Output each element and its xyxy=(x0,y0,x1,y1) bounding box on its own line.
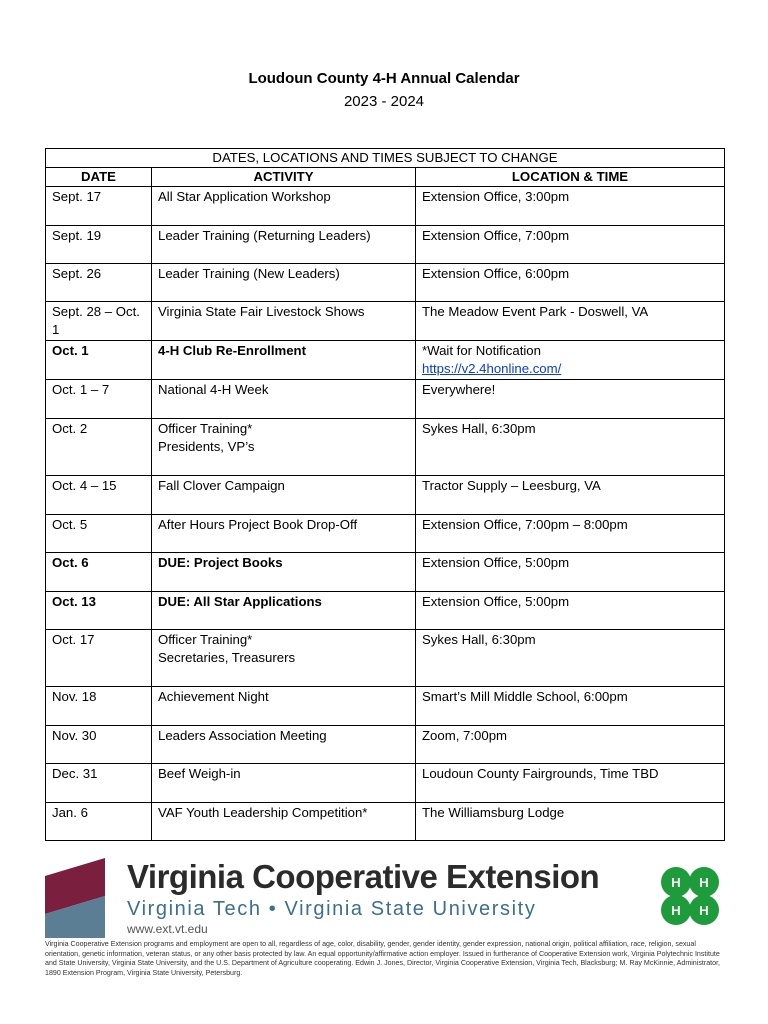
row-location: Sykes Hall, 6:30pm xyxy=(416,630,725,687)
row-location: Extension Office, 6:00pm xyxy=(416,264,725,302)
row-activity-detail: Secretaries, Treasurers xyxy=(158,650,296,665)
table-row xyxy=(46,764,725,803)
header-activity: ACTIVITY xyxy=(152,168,416,187)
row-activity: Fall Clover Campaign xyxy=(152,476,416,515)
table-row xyxy=(46,264,725,302)
row-activity: Achievement Night xyxy=(152,687,416,726)
disclaimer-text: Virginia Cooperative Extension programs and employment are open to all, regardless of age, color, disability, gender, gender identity, gender expression, national origin, political affiliation, race, religion, sexual orientation, genetic information, veteran status, or any other basis protected by law. An equal opportunity/affirmative action employer. Issued in furtherance of Cooperative Extension work, Virginia Polytechnic Institute and State University, Virginia State University, and the U.S. Department of Agriculture cooperating. Edwin J. Jones, Director, Virginia Cooperative Extension, Virginia Tech, Blacksburg; M. Ray McKinnie, Administrator, 1890 Extension Program, Virginia State University, Petersburg. xyxy=(45,940,721,977)
table-row xyxy=(46,341,725,380)
row-location: Extension Office, 5:00pm xyxy=(416,553,725,592)
table-row xyxy=(46,476,725,515)
header-location: LOCATION & TIME xyxy=(416,168,725,187)
row-date: Oct. 2 xyxy=(46,419,152,476)
row-location: *Wait for Notification xyxy=(422,343,541,358)
table-row xyxy=(46,687,725,726)
row-activity: DUE: Project Books xyxy=(152,553,416,592)
row-date: Oct. 17 xyxy=(46,630,152,687)
header-date: DATE xyxy=(46,168,152,187)
table-row xyxy=(46,553,725,592)
row-date: Oct. 1 – 7 xyxy=(46,380,152,419)
row-date: Sept. 19 xyxy=(46,226,152,264)
org-name: Virginia Cooperative Extension xyxy=(127,858,600,895)
table-row xyxy=(46,187,725,226)
svg-text:H: H xyxy=(699,875,709,890)
row-location: Tractor Supply – Leesburg, VA xyxy=(416,476,725,515)
table-row xyxy=(46,726,725,764)
row-date: Oct. 5 xyxy=(46,515,152,553)
row-activity-cell xyxy=(152,630,416,687)
notice-text: DATES, LOCATIONS AND TIMES SUBJECT TO CHANGE xyxy=(46,149,725,168)
row-activity: Leader Training (Returning Leaders) xyxy=(152,226,416,264)
vce-logo-mark-icon xyxy=(45,858,105,938)
row-activity: Officer Training* xyxy=(158,421,253,436)
row-date: Nov. 30 xyxy=(46,726,152,764)
row-activity-cell xyxy=(152,419,416,476)
table-row xyxy=(46,302,725,341)
footer xyxy=(45,858,725,978)
row-location: Extension Office, 3:00pm xyxy=(416,187,725,226)
row-activity-detail: Presidents, VP’s xyxy=(158,439,255,454)
row-date: Sept. 28 – Oct. 1 xyxy=(46,302,152,341)
page-title: Loudoun County 4-H Annual Calendar xyxy=(248,70,520,87)
row-location-cell xyxy=(416,341,725,380)
row-activity: Leader Training (New Leaders) xyxy=(152,264,416,302)
row-activity: Virginia State Fair Livestock Shows xyxy=(152,302,416,341)
universities: Virginia Tech • Virginia State University xyxy=(127,898,537,920)
table-row xyxy=(46,419,725,476)
row-date: Sept. 26 xyxy=(46,264,152,302)
row-date: Nov. 18 xyxy=(46,687,152,726)
row-location: Zoom, 7:00pm xyxy=(416,726,725,764)
table-row xyxy=(46,803,725,841)
row-date: Sept. 17 xyxy=(46,187,152,226)
row-date: Oct. 1 xyxy=(46,341,152,380)
svg-text:H: H xyxy=(699,903,709,918)
row-location: Everywhere! xyxy=(416,380,725,419)
row-date: Oct. 4 – 15 xyxy=(46,476,152,515)
notice-row xyxy=(46,149,725,168)
row-activity: DUE: All Star Applications xyxy=(152,592,416,630)
row-date: Jan. 6 xyxy=(46,803,152,841)
page-subtitle: 2023 - 2024 xyxy=(343,93,425,110)
row-activity: VAF Youth Leadership Competition* xyxy=(152,803,416,841)
header-row xyxy=(46,168,725,187)
row-location: Smart’s Mill Middle School, 6:00pm xyxy=(416,687,725,726)
enrollment-link[interactable]: https://v2.4honline.com/ xyxy=(422,361,562,376)
row-location: Extension Office, 7:00pm xyxy=(416,226,725,264)
4h-clover-icon xyxy=(655,862,725,934)
row-activity: Beef Weigh-in xyxy=(152,764,416,803)
row-location: The Meadow Event Park - Doswell, VA xyxy=(416,302,725,341)
table-row xyxy=(46,515,725,553)
row-location: Sykes Hall, 6:30pm xyxy=(416,419,725,476)
row-location: The Williamsburg Lodge xyxy=(416,803,725,841)
table-row xyxy=(46,592,725,630)
row-location: Extension Office, 5:00pm xyxy=(416,592,725,630)
svg-text:H: H xyxy=(671,875,681,890)
row-activity: All Star Application Workshop xyxy=(152,187,416,226)
row-activity: 4-H Club Re-Enrollment xyxy=(152,341,416,380)
row-activity: Leaders Association Meeting xyxy=(152,726,416,764)
table-row xyxy=(46,380,725,419)
row-date: Oct. 6 xyxy=(46,553,152,592)
website-url: www.ext.vt.edu xyxy=(127,922,208,936)
table-row xyxy=(46,630,725,687)
table-row xyxy=(46,226,725,264)
calendar-table xyxy=(45,148,725,841)
row-location: Loudoun County Fairgrounds, Time TBD xyxy=(416,764,725,803)
row-activity: After Hours Project Book Drop-Off xyxy=(152,515,416,553)
row-date: Dec. 31 xyxy=(46,764,152,803)
row-date: Oct. 13 xyxy=(46,592,152,630)
row-location: Extension Office, 7:00pm – 8:00pm xyxy=(416,515,725,553)
svg-text:H: H xyxy=(671,903,681,918)
row-activity: Officer Training* xyxy=(158,632,253,647)
row-activity: National 4-H Week xyxy=(152,380,416,419)
